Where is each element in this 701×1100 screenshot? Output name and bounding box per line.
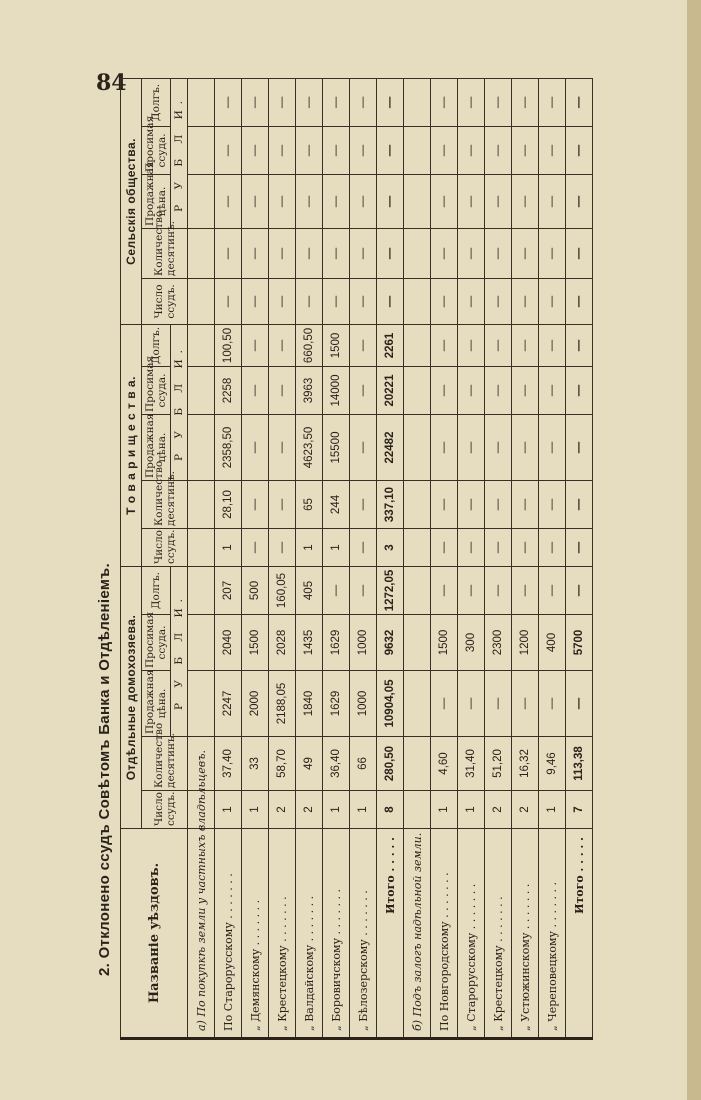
value-cell: 160,05 [269,567,296,615]
header-loans-count: Число ссудъ. [142,791,188,829]
value-cell: 405 [296,567,323,615]
value-cell: — [350,78,377,126]
value-cell: 16,32 [512,737,539,791]
value-cell: — [458,671,485,737]
table-row [269,78,296,1038]
value-cell: 33 [242,737,269,791]
header-requested-loan: Просимая ссуда. [142,126,171,174]
district-name: „ Демянскому . . . . . . . [242,829,269,1039]
value-cell: — [269,415,296,481]
header-group-households: Отдѣльные домохозяева. [121,567,142,829]
table-row [512,78,539,1038]
value-cell: — [296,126,323,174]
value-cell: — [458,278,485,324]
value-cell: 1 [215,529,242,567]
value-cell: — [566,324,593,366]
table-row [242,78,269,1038]
value-cell: — [350,415,377,481]
value-cell: — [215,78,242,126]
value-cell: 31,40 [458,737,485,791]
header-rubles: Р У Б Л И. [171,78,188,228]
value-cell: 400 [539,615,566,671]
header-rubles: Р У Б Л И. [171,324,188,480]
value-cell: 58,70 [269,737,296,791]
table-row [323,78,350,1038]
value-cell: 1 [431,791,458,829]
value-cell: 1840 [296,671,323,737]
value-cell: — [350,481,377,529]
total-row [377,78,404,1038]
header-requested-loan: Просимая ссуда. [142,615,171,671]
value-cell: — [296,278,323,324]
empty-cell [188,126,215,174]
value-cell: — [512,567,539,615]
empty-cell [404,415,431,481]
district-name: „ Крестецкому . . . . . . . [485,829,512,1039]
empty-cell [404,615,431,671]
value-cell: — [458,529,485,567]
header-rubles: Р У Б Л И. [171,567,188,737]
header-sale-price: Продажная цѣна. [142,174,171,228]
value-cell: — [269,278,296,324]
value-cell: 4623,50 [296,415,323,481]
value-cell: — [485,529,512,567]
value-cell: — [377,78,404,126]
value-cell: — [242,78,269,126]
value-cell: — [458,481,485,529]
value-cell: 4,60 [431,737,458,791]
page-binding-edge [687,0,701,1100]
value-cell: — [242,278,269,324]
value-cell: — [485,78,512,126]
empty-cell [188,228,215,278]
value-cell: — [566,78,593,126]
table-body [188,78,593,1038]
empty-cell [404,278,431,324]
value-cell: — [485,126,512,174]
value-cell: 1000 [350,615,377,671]
value-cell: 280,50 [377,737,404,791]
value-cell: 2358,50 [215,415,242,481]
value-cell: 300 [458,615,485,671]
value-cell: 37,40 [215,737,242,791]
value-cell: 10904,05 [377,671,404,737]
value-cell: — [431,671,458,737]
value-cell: — [215,126,242,174]
value-cell: — [323,278,350,324]
value-cell: — [512,78,539,126]
value-cell: — [215,278,242,324]
value-cell: — [296,228,323,278]
value-cell: 2258 [215,367,242,415]
value-cell: — [539,481,566,529]
value-cell: 22482 [377,415,404,481]
header-debt: Долгъ. [142,567,171,615]
value-cell: — [269,228,296,278]
value-cell: — [242,367,269,415]
value-cell: — [458,324,485,366]
value-cell: — [323,174,350,228]
value-cell: — [485,567,512,615]
value-cell: — [539,324,566,366]
value-cell: — [350,126,377,174]
header-loans-count: Число ссудъ. [142,529,188,567]
section-header-row [188,78,215,1038]
table-title: 2. Отклонено ссудъ Совѣтомъ Банка и Отдѣленіемъ. [96,563,113,976]
value-cell: — [566,174,593,228]
value-cell: 66 [350,737,377,791]
value-cell: — [431,567,458,615]
value-cell: 2 [485,791,512,829]
value-cell: 1 [539,791,566,829]
value-cell: — [296,174,323,228]
district-name: „ Старорусскому . . . . . . . [458,829,485,1039]
value-cell: 113,38 [566,737,593,791]
empty-cell [404,78,431,126]
value-cell: — [566,671,593,737]
table-row [431,78,458,1038]
value-cell: — [458,415,485,481]
value-cell: 2188,05 [269,671,296,737]
value-cell: 2261 [377,324,404,366]
value-cell: — [350,567,377,615]
value-cell: — [269,78,296,126]
value-cell: 1 [242,791,269,829]
value-cell: — [323,78,350,126]
table-row [350,78,377,1038]
value-cell: — [377,126,404,174]
table-row [296,78,323,1038]
value-cell: — [539,567,566,615]
section-label: б) Подъ залогъ надѣльной земли. [404,829,431,1039]
value-cell: — [485,367,512,415]
value-cell: — [539,415,566,481]
value-cell: 1629 [323,671,350,737]
value-cell: — [431,481,458,529]
value-cell: 5700 [566,615,593,671]
value-cell: — [377,174,404,228]
district-name: Итого . . . . . [377,829,404,1039]
value-cell: 1500 [323,324,350,366]
value-cell: 9,46 [539,737,566,791]
empty-cell [188,324,215,366]
value-cell: — [431,324,458,366]
value-cell: — [215,174,242,228]
value-cell: 1 [323,529,350,567]
value-cell: — [269,481,296,529]
empty-cell [188,671,215,737]
value-cell: — [458,228,485,278]
empty-cell [188,278,215,324]
empty-cell [404,367,431,415]
header-debt: Долгъ. [142,78,171,126]
value-cell: — [539,367,566,415]
value-cell: 660,50 [296,324,323,366]
value-cell: — [539,126,566,174]
value-cell: — [269,529,296,567]
value-cell: — [269,174,296,228]
value-cell: — [485,324,512,366]
empty-cell [188,567,215,615]
header-loans-count: Число ссудъ. [142,278,188,324]
header-debt: Долгъ. [142,324,171,366]
value-cell: 207 [215,567,242,615]
value-cell: 36,40 [323,737,350,791]
table-row [458,78,485,1038]
value-cell: — [296,78,323,126]
value-cell: — [350,324,377,366]
value-cell: — [512,228,539,278]
header-group-communities: Сельскія общества. [121,78,142,324]
value-cell: — [431,529,458,567]
empty-cell [404,174,431,228]
value-cell: 2247 [215,671,242,737]
empty-cell [188,615,215,671]
header-name-col: Названіе уѣздовъ. [121,829,188,1039]
value-cell: 3 [377,529,404,567]
value-cell: — [512,126,539,174]
value-cell: — [485,671,512,737]
header-group-partnerships: Т о в а р и щ е с т в а. [121,324,142,566]
empty-cell [188,415,215,481]
value-cell: — [566,529,593,567]
value-cell: — [431,415,458,481]
value-cell: — [431,367,458,415]
value-cell: 1 [350,791,377,829]
value-cell: — [566,228,593,278]
value-cell: — [242,529,269,567]
value-cell: 1 [458,791,485,829]
value-cell: — [269,324,296,366]
value-cell: — [242,481,269,529]
value-cell: — [539,78,566,126]
empty-cell [188,174,215,228]
value-cell: 2028 [269,615,296,671]
district-name: По Новгородскому . . . . . . . [431,829,458,1039]
value-cell: — [323,126,350,174]
value-cell: 1 [323,791,350,829]
value-cell: — [485,278,512,324]
value-cell: 14000 [323,367,350,415]
value-cell: — [269,126,296,174]
total-row [566,78,593,1038]
value-cell: 2000 [242,671,269,737]
value-cell: 2300 [485,615,512,671]
value-cell: — [539,174,566,228]
header-desyatin: Количество десятинъ. [142,481,188,529]
value-cell: — [431,228,458,278]
district-name: „ Череповецкому . . . . . . . [539,829,566,1039]
district-name: „ Бѣлозерскому . . . . . . . [350,829,377,1039]
value-cell: — [512,278,539,324]
value-cell: — [323,228,350,278]
value-cell: — [512,324,539,366]
empty-cell [188,78,215,126]
value-cell: — [377,278,404,324]
value-cell: 1200 [512,615,539,671]
value-cell: 3963 [296,367,323,415]
loans-table [120,78,593,1040]
value-cell: — [215,228,242,278]
value-cell: — [539,228,566,278]
value-cell: — [458,567,485,615]
value-cell: — [512,529,539,567]
value-cell: — [566,126,593,174]
value-cell: 1500 [431,615,458,671]
value-cell: — [242,174,269,228]
header-desyatin: Количество десятинъ. [142,737,188,791]
value-cell: — [350,278,377,324]
value-cell: — [323,567,350,615]
value-cell: 337,10 [377,481,404,529]
empty-cell [404,529,431,567]
value-cell: — [539,278,566,324]
value-cell: 2 [269,791,296,829]
value-cell: 49 [296,737,323,791]
table-row [539,78,566,1038]
value-cell: 1 [296,529,323,567]
value-cell: — [485,174,512,228]
value-cell: — [566,415,593,481]
empty-cell [404,791,431,829]
value-cell: 1272,05 [377,567,404,615]
value-cell: 244 [323,481,350,529]
header-requested-loan: Просимая ссуда. [142,367,171,415]
value-cell: — [512,481,539,529]
value-cell: — [350,228,377,278]
value-cell: — [242,126,269,174]
value-cell: 1435 [296,615,323,671]
empty-cell [404,481,431,529]
value-cell: — [458,126,485,174]
header-sale-price: Продажная цѣна. [142,415,171,481]
value-cell: 1000 [350,671,377,737]
empty-cell [404,567,431,615]
value-cell: — [512,671,539,737]
district-name: По Старорусскому . . . . . . . [215,829,242,1039]
empty-cell [188,481,215,529]
value-cell: — [512,415,539,481]
value-cell: — [458,367,485,415]
section-header-row [404,78,431,1038]
value-cell: — [269,367,296,415]
district-name: „ Устюжинскому . . . . . . . [512,829,539,1039]
value-cell: 28,10 [215,481,242,529]
value-cell: — [566,367,593,415]
value-cell: — [539,529,566,567]
value-cell: — [431,126,458,174]
value-cell: 8 [377,791,404,829]
value-cell: 65 [296,481,323,529]
value-cell: — [485,415,512,481]
value-cell: — [377,228,404,278]
value-cell: — [458,78,485,126]
empty-cell [404,126,431,174]
empty-cell [404,671,431,737]
value-cell: — [431,78,458,126]
value-cell: 100,50 [215,324,242,366]
district-name: „ Боровичскому . . . . . . . [323,829,350,1039]
value-cell: — [242,415,269,481]
empty-cell [404,228,431,278]
table-row [485,78,512,1038]
header-sale-price: Продажная цѣна. [142,671,171,737]
value-cell: — [350,174,377,228]
rotated-table-block [96,80,676,1040]
value-cell: 1629 [323,615,350,671]
value-cell: — [485,228,512,278]
district-name: Итого . . . . . [566,829,593,1039]
value-cell: 7 [566,791,593,829]
value-cell: — [566,567,593,615]
value-cell: — [242,228,269,278]
value-cell: — [242,324,269,366]
empty-cell [188,367,215,415]
value-cell: — [566,481,593,529]
value-cell: 1500 [242,615,269,671]
value-cell: — [512,367,539,415]
value-cell: 9632 [377,615,404,671]
value-cell: 1 [215,791,242,829]
value-cell: — [512,174,539,228]
value-cell: — [350,529,377,567]
value-cell: 51,20 [485,737,512,791]
value-cell: 500 [242,567,269,615]
value-cell: 2040 [215,615,242,671]
value-cell: — [458,174,485,228]
value-cell: 2 [296,791,323,829]
value-cell: 15500 [323,415,350,481]
value-cell: — [350,367,377,415]
district-name: „ Валдайскому . . . . . . . [296,829,323,1039]
value-cell: — [431,174,458,228]
value-cell: 20221 [377,367,404,415]
header-desyatin: Количество десятинъ. [142,228,188,278]
section-label: а) По покупкѣ земли у частныхъ владѣльцевъ. [188,829,215,1039]
value-cell: — [539,671,566,737]
value-cell: 2 [512,791,539,829]
district-name: „ Крестецкому . . . . . . . [269,829,296,1039]
value-cell: — [431,278,458,324]
empty-cell [188,529,215,567]
empty-cell [404,737,431,791]
page-number: 84 [96,70,127,96]
table-row [215,78,242,1038]
value-cell: — [566,278,593,324]
value-cell: — [485,481,512,529]
empty-cell [404,324,431,366]
